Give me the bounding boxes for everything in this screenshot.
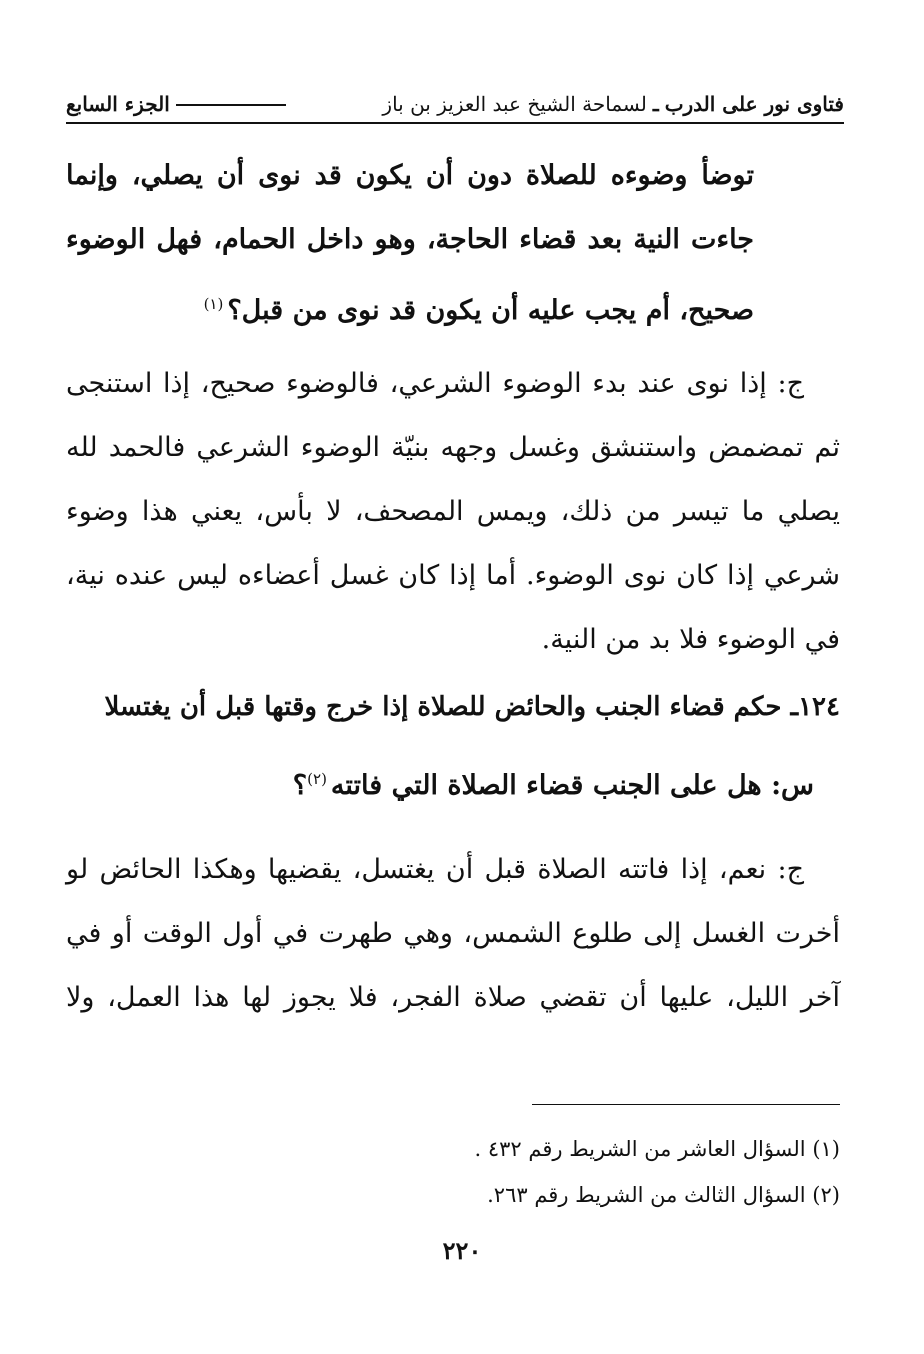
text-line	[66, 272, 754, 343]
running-header	[66, 86, 844, 124]
book-title: فتاوى نور على الدرب	[664, 92, 844, 116]
footnotes	[474, 1126, 840, 1218]
author-name: لسماحة الشيخ عبد العزيز بن باز	[382, 92, 647, 116]
question-text: س: هل على الجنب قضاء الصلاة التي فاتته	[330, 770, 814, 801]
header-rule	[176, 104, 286, 106]
text-line: ج: إذا نوى عند بدء الوضوء الشرعي، فالوضوء صحيح، إذا استنجى	[66, 368, 804, 399]
footnote-ref: (١)	[203, 295, 224, 313]
question-continuation	[66, 144, 754, 343]
text-line: توضأ وضوءه للصلاة دون أن يكون قد نوى أن يصلي، وإنما	[66, 160, 754, 191]
text-line: في الوضوء فلا بد من النية.	[541, 624, 840, 655]
text-line: شرعي إذا كان نوى الوضوء. أما إذا كان غسل أعضاءه ليس عنده نية،	[66, 560, 840, 591]
text-line: ثم تمضمض واستنشق وغسل وجهه بنيّة الوضوء الشرعي فالحمد لله	[66, 432, 840, 463]
section-heading: ١٢٤ـ حكم قضاء الجنب والحائض للصلاة إذا خرج وقتها قبل أن يغتسلا	[104, 692, 840, 722]
question-mark: ؟	[292, 770, 308, 801]
footnote-divider	[532, 1104, 840, 1105]
answer-paragraph-2	[66, 838, 840, 1030]
text-line: يصلي ما تيسر من ذلك، ويمس المصحف، لا بأس، يعني هذا وضوء	[66, 496, 840, 527]
text-line: جاءت النية بعد قضاء الحاجة، وهو داخل الحمام، فهل الوضوء	[66, 224, 754, 255]
volume-label: الجزء السابع	[66, 92, 170, 116]
footnote-item: (٢) السؤال الثالث من الشريط رقم ٢٦٣.	[487, 1183, 840, 1207]
text-line: أخرت الغسل إلى طلوع الشمس، وهي طهرت في أول الوقت أو في	[66, 918, 840, 949]
header-volume-group	[66, 92, 292, 116]
text-line: آخر الليل، عليها أن تقضي صلاة الفجر، فلا يجوز لها هذا العمل، ولا	[66, 982, 840, 1013]
footnote-ref: (٢)	[307, 770, 327, 788]
text-line-content: صحيح، أم يجب عليه أن يكون قد نوى من قبل؟	[227, 295, 754, 326]
question-line	[293, 770, 814, 801]
footnote-item: (١) السؤال العاشر من الشريط رقم ٤٣٢ .	[474, 1137, 840, 1161]
text-line: ج: نعم، إذا فاتته الصلاة قبل أن يغتسل، يقضيها وهكذا الحائض لو	[66, 854, 804, 885]
answer-paragraph	[66, 352, 840, 672]
page-number: ٢٢٠	[442, 1236, 482, 1265]
header-title-group	[382, 92, 844, 116]
header-separator: ـ	[652, 92, 659, 116]
